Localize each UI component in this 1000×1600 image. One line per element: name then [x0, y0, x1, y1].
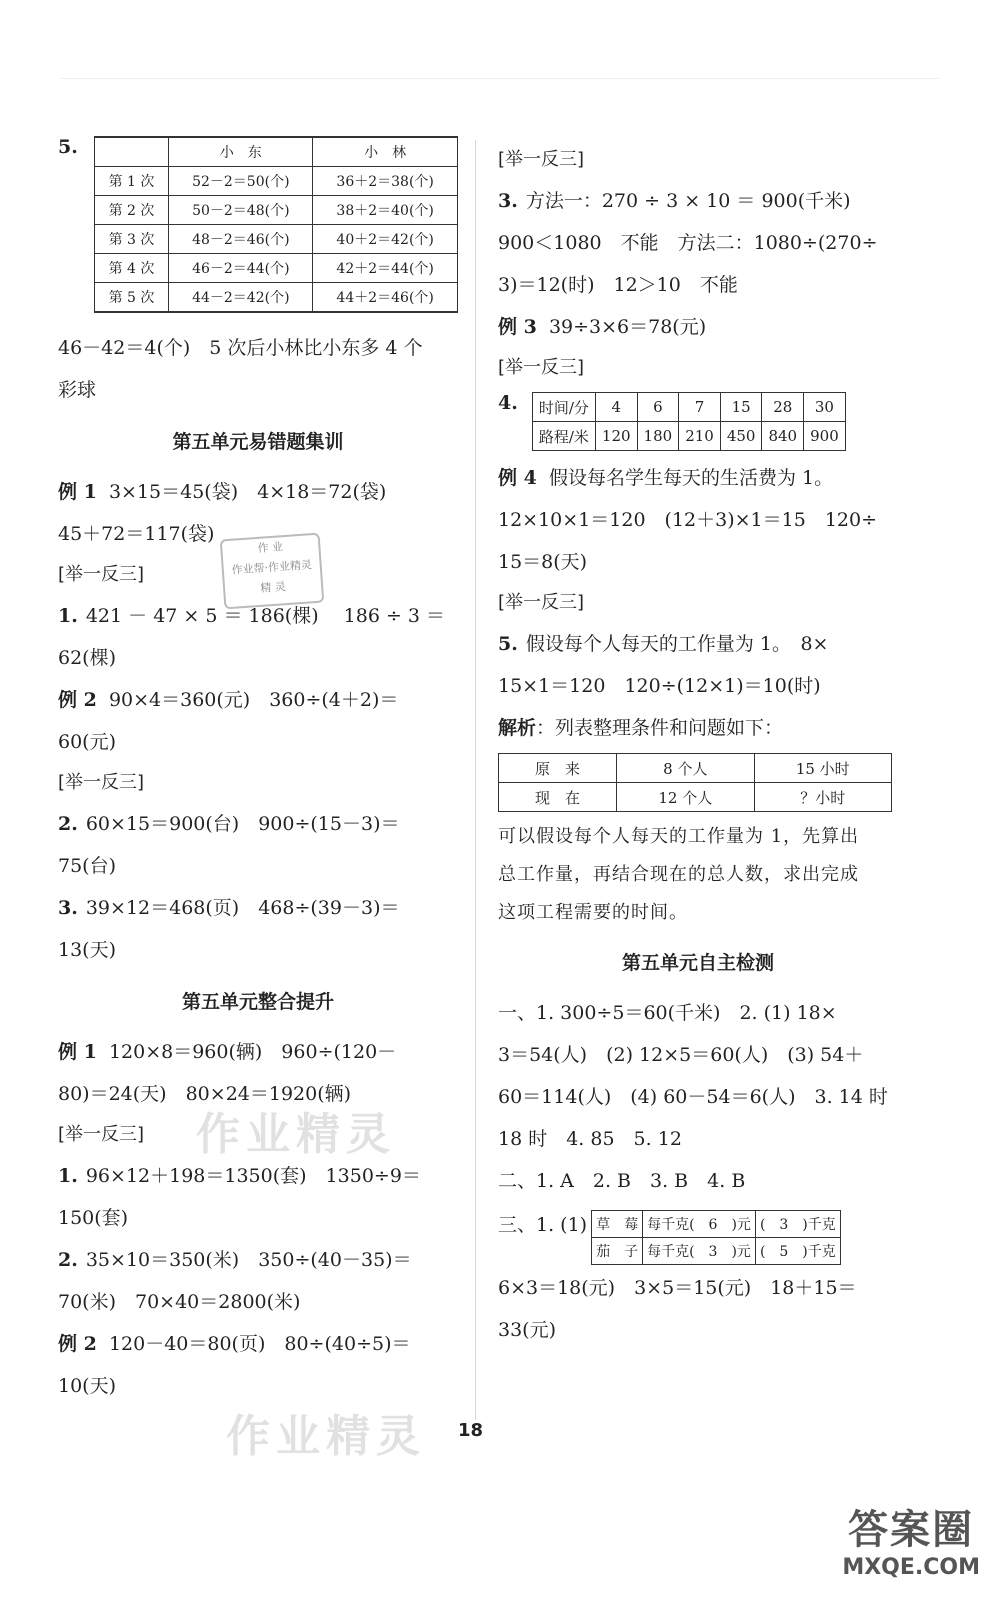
practice-label: [举一反三] [58, 1124, 145, 1145]
question-number: 1. [58, 605, 78, 627]
answer-line [58, 1239, 458, 1281]
table-cell: 50－2＝48(个) [169, 196, 313, 225]
table-cell: 28 [762, 393, 804, 422]
table-cell: 40＋2＝42(个) [313, 225, 457, 254]
table-header-row [94, 137, 457, 167]
answer-line: 10(天) [58, 1375, 117, 1397]
answer-line: 彩球 [58, 379, 97, 401]
answer-line: 15＝8(天) [498, 551, 588, 573]
answer-line: 45＋72＝117(袋) [58, 523, 215, 545]
answer-line: 3＝54(人) (2) 12×5＝60(人) (3) 54＋ [498, 1044, 864, 1066]
practice-label: [举一反三] [498, 149, 585, 170]
answer-line: 18 时 4. 85 5. 12 [498, 1128, 682, 1150]
table-cell: 38＋2＝40(个) [313, 196, 457, 225]
table-cell: 42＋2＝44(个) [313, 254, 457, 283]
practice-label: [举一反三] [498, 357, 585, 378]
answer-text: 35×10＝350(米) 350÷(40－35)＝ [85, 1249, 412, 1271]
practice-label: [举一反三] [58, 564, 145, 585]
table-cell: 44＋2＝46(个) [313, 283, 457, 313]
table-cell: 每千克( 6 )元 [643, 1211, 756, 1238]
question-number: 3. [58, 897, 78, 919]
table-cell: 小 林 [313, 137, 457, 167]
table-row [94, 254, 457, 283]
table-cell: 52－2＝50(个) [169, 167, 313, 196]
example-line [58, 471, 458, 513]
example-text: 120×8＝960(辆) 960÷(120－ [108, 1041, 397, 1063]
question-number: 4. [498, 392, 518, 414]
table-cell: 6 [637, 393, 679, 422]
question-number: 5. [498, 633, 518, 655]
table-cell: 时间/分 [532, 393, 595, 422]
table-cell: 第 2 次 [94, 196, 168, 225]
watermark-text: 作业精灵 [196, 1109, 396, 1160]
answer-line: 60＝114(人) (4) 60－54＝6(人) 3. 14 时 [498, 1086, 888, 1108]
fruit-price-table [591, 1210, 841, 1265]
question-number: 5. [58, 136, 78, 158]
table-row [94, 167, 457, 196]
answer-text: 96×12＋198＝1350(套) 1350÷9＝ [85, 1165, 421, 1187]
example-label: 例 2 [58, 689, 97, 711]
answer-line [58, 803, 458, 845]
analysis-note: 可以假设每个人每天的工作量为 1，先算出 [498, 826, 860, 847]
column-divider [475, 140, 476, 1420]
example-text: 39÷3×6＝78(元) [548, 316, 707, 338]
table-cell: 第 3 次 [94, 225, 168, 254]
example-text: 120－40＝80(页) 80÷(40÷5)＝ [108, 1333, 411, 1355]
analysis-label: 解析 [498, 717, 537, 739]
example-label: 例 4 [498, 467, 537, 489]
table-cell: 茄 子 [592, 1238, 643, 1265]
table-row [592, 1238, 841, 1265]
left-column [58, 136, 458, 1407]
analysis-text: ：列表整理条件和问题如下： [536, 717, 784, 739]
table-cell: 第 5 次 [94, 283, 168, 313]
time-distance-table [532, 392, 846, 451]
analysis-note: 总工作量，再结合现在的总人数，求出完成 [498, 864, 859, 885]
table-row [532, 422, 845, 451]
answer-text: 假设每个人每天的工作量为 1。 8× [525, 633, 829, 655]
answer-line: 70(米) 70×40＝2800(米) [58, 1291, 301, 1313]
table-cell: 现 在 [499, 783, 617, 812]
table-cell: 小 东 [169, 137, 313, 167]
condition-table [498, 753, 892, 812]
table-cell: 44－2＝42(个) [169, 283, 313, 313]
question-3-1 [498, 1204, 898, 1265]
table-cell: ( 5 )千克 [755, 1238, 840, 1265]
answer-line: 75(台) [58, 855, 117, 877]
table-cell: 48－2＝46(个) [169, 225, 313, 254]
table-cell: 30 [804, 393, 846, 422]
example-label: 例 2 [58, 1333, 97, 1355]
table-cell: 450 [720, 422, 762, 451]
table-cell [94, 137, 168, 167]
stamp-line: 作业帮·作业精灵 [231, 558, 313, 577]
answer-line: 62(棵) [58, 647, 117, 669]
answer-line: 13(天) [58, 939, 117, 961]
answer-line: 900＜1080 不能 方法二：1080÷(270÷ [498, 232, 878, 254]
answer-line: 12×10×1＝120 (12＋3)×1＝15 120÷ [498, 509, 878, 531]
example-text: 假设每名学生每天的生活费为 1。 [548, 467, 834, 489]
table-cell: 46－2＝44(个) [169, 254, 313, 283]
table-cell: 900 [804, 422, 846, 451]
table-cell: 每千克( 3 )元 [643, 1238, 756, 1265]
example-line [498, 457, 898, 499]
table-row [592, 1211, 841, 1238]
stamp-line: 精 灵 [259, 580, 287, 595]
answer-text: 60×15＝900(台) 900÷(15－3)＝ [85, 813, 400, 835]
answer-line [498, 623, 898, 665]
example-label: 例 3 [498, 316, 537, 338]
example-text: 3×15＝45(袋) 4×18＝72(袋) [108, 481, 387, 503]
table-cell: ( 3 )千克 [755, 1211, 840, 1238]
table-cell: 36＋2＝38(个) [313, 167, 457, 196]
answer-line: 二、1. A 2. B 3. B 4. B [498, 1170, 746, 1192]
answer-line: 一、1. 300÷5＝60(千米) 2. (1) 18× [498, 1002, 837, 1024]
example-line [58, 1031, 458, 1073]
example-label: 例 1 [58, 1041, 97, 1063]
answer-line: 15×1＝120 120÷(12×1)＝10(时) [498, 675, 821, 697]
answer-text: 方法一：270 ÷ 3 × 10 ＝ 900(千米) [525, 190, 851, 212]
practice-label: [举一反三] [498, 592, 585, 613]
table-cell: 路程/米 [532, 422, 595, 451]
page-number: 18 [458, 1420, 484, 1441]
section-heading: 第五单元易错题集训 [172, 431, 344, 453]
example-label: 例 1 [58, 481, 97, 503]
table-cell: 12 个人 [617, 783, 754, 812]
answer-line: 6×3＝18(元) 3×5＝15(元) 18＋15＝ [498, 1277, 857, 1299]
table-cell: 原 来 [499, 754, 617, 783]
table-cell: 840 [762, 422, 804, 451]
answer-line: 3)＝12(时) 12＞10 不能 [498, 274, 738, 296]
question-number: 1. [58, 1165, 78, 1187]
table-cell: 4 [595, 393, 637, 422]
watermark-stamp [220, 533, 325, 610]
example-line [498, 306, 898, 348]
logo-url: MXQE.COM [842, 1555, 980, 1580]
table-cell: ？小时 [754, 783, 891, 812]
table-cell: 180 [637, 422, 679, 451]
question-number: 2. [58, 813, 78, 835]
section-heading: 第五单元整合提升 [181, 991, 334, 1013]
answer-line: 60(元) [58, 731, 117, 753]
answer-line: 80)＝24(天) 80×24＝1920(辆) [58, 1083, 352, 1105]
section-heading: 第五单元自主检测 [621, 952, 774, 974]
table-cell: 15 小时 [754, 754, 891, 783]
analysis-note: 这项工程需要的时间。 [498, 902, 688, 923]
table-row [94, 225, 457, 254]
watermark-text: 作业精灵 [226, 1411, 426, 1462]
question-5 [58, 136, 458, 313]
table-row [532, 393, 845, 422]
table-cell: 第 4 次 [94, 254, 168, 283]
answer-text: 三、1. (1) [498, 1214, 588, 1236]
question-number: 3. [498, 190, 518, 212]
answer-line [58, 887, 458, 929]
practice-label: [举一反三] [58, 772, 145, 793]
table-row [499, 754, 892, 783]
table-cell: 草 莓 [592, 1211, 643, 1238]
table-row [94, 196, 457, 225]
answer-text: 421 － 47 × 5 ＝ 186(棵) 186 ÷ 3 ＝ [85, 605, 446, 627]
answer-text: 39×12＝468(页) 468÷(39－3)＝ [85, 897, 400, 919]
example-line [58, 679, 458, 721]
answer-line: 33(元) [498, 1319, 557, 1341]
example-text: 90×4＝360(元) 360÷(4＋2)＝ [108, 689, 399, 711]
table-row [94, 283, 457, 313]
table-cell: 第 1 次 [94, 167, 168, 196]
comparison-table [94, 136, 458, 313]
question-number: 2. [58, 1249, 78, 1271]
stamp-line: 作 业 [257, 540, 284, 555]
table-cell: 7 [679, 393, 721, 422]
answer-line [498, 180, 898, 222]
answer-line: 46－42＝4(个) 5 次后小林比小东多 4 个 [58, 337, 423, 359]
table-cell: 120 [595, 422, 637, 451]
right-column [498, 140, 898, 1351]
example-line [58, 1323, 458, 1365]
table-cell: 15 [720, 393, 762, 422]
table-cell: 210 [679, 422, 721, 451]
answer-line: 150(套) [58, 1207, 129, 1229]
analysis-line [498, 707, 898, 749]
logo-title: 答案圈 [848, 1507, 975, 1553]
site-logo [842, 1498, 980, 1580]
table-row [499, 783, 892, 812]
question-4 [498, 392, 898, 451]
table-cell: 8 个人 [617, 754, 754, 783]
